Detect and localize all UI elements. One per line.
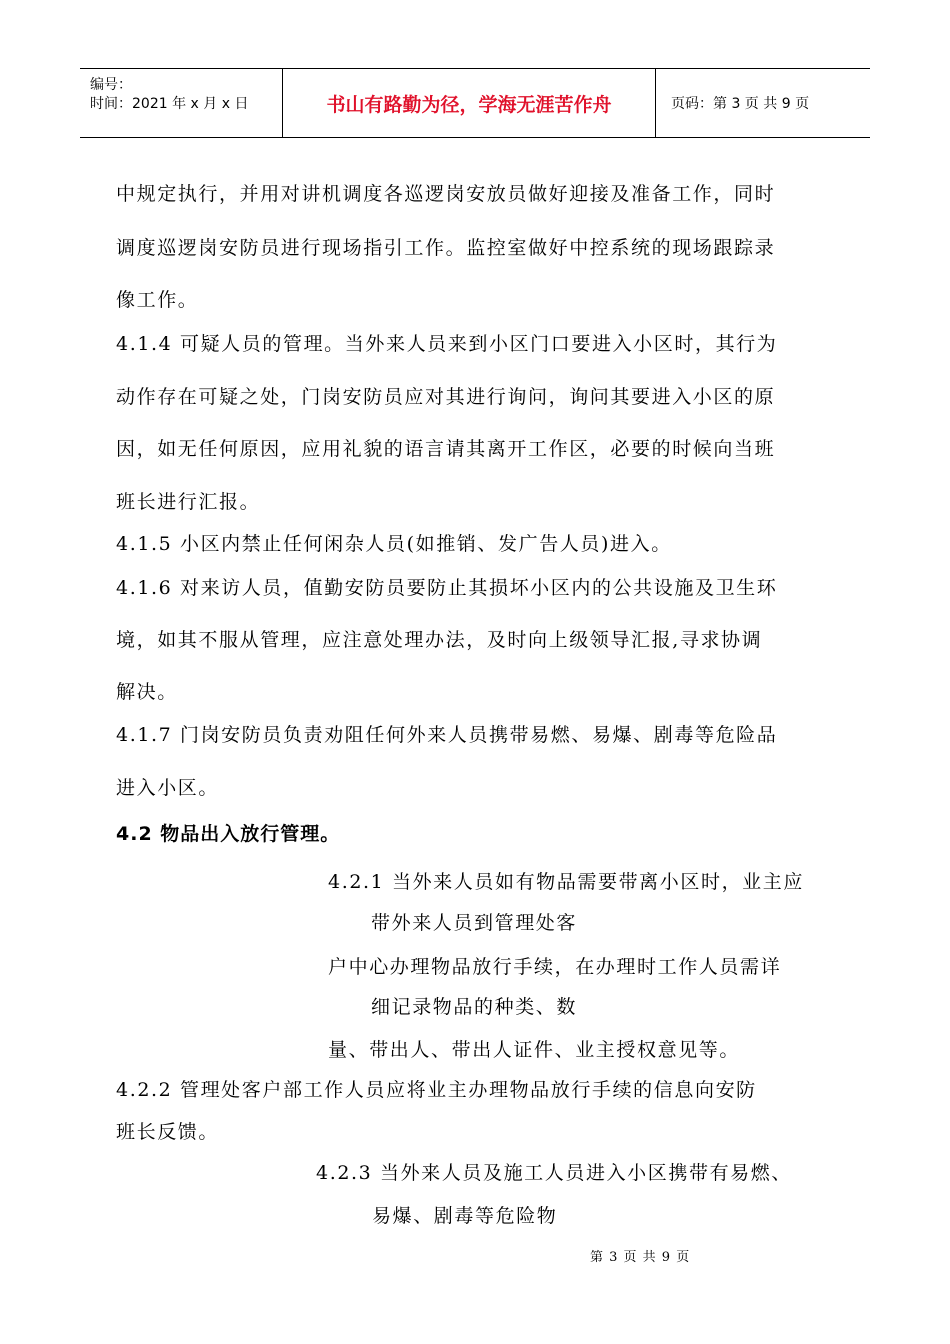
- body-line: 细记录物品的种类、数: [371, 996, 578, 1018]
- page-info-text: 页码：第 3 页 共 9 页: [671, 96, 810, 112]
- body-line: 易爆、剧毒等危险物: [372, 1205, 558, 1227]
- body-line: 4.2.1 当外来人员如有物品需要带离小区时，业主应: [328, 871, 804, 893]
- body-line: 动作存在可疑之处，门岗安防员应对其进行询问，询问其要进入小区的原: [116, 386, 776, 408]
- header-meta-cell: [80, 69, 283, 137]
- page-header: [80, 68, 870, 138]
- body-line: 4.2.3 当外来人员及施工人员进入小区携带有易燃、: [316, 1162, 792, 1184]
- body-line: 4.2.2 管理处客户部工作人员应将业主办理物品放行手续的信息向安防: [116, 1079, 757, 1101]
- body-line: 因，如无任何原因，应用礼貌的语言请其离开工作区，必要的时候向当班: [116, 438, 776, 460]
- body-line: 解决。: [116, 681, 178, 703]
- body-line: 4.1.5 小区内禁止任何闲杂人员(如推销、发广告人员)进入。: [116, 533, 672, 555]
- header-motto: 书山有路勤为径，学海无涯苦作舟: [283, 69, 656, 137]
- body-line: 量、带出人、带出人证件、业主授权意见等。: [328, 1039, 741, 1061]
- document-number-label: 编号：: [90, 77, 132, 93]
- body-line: 4.1.6 对来访人员，值勤安防员要防止其损坏小区内的公共设施及卫生环: [116, 577, 778, 599]
- body-line: 带外来人员到管理处客: [371, 912, 578, 934]
- body-line: 调度巡逻岗安防员进行现场指引工作。监控室做好中控系统的现场跟踪录: [116, 237, 776, 259]
- body-line: 班长反馈。: [116, 1121, 220, 1143]
- document-date-label: 时间：2021 年 x 月 x 日: [90, 96, 249, 112]
- body-line: 境，如其不服从管理，应注意处理办法，及时向上级领导汇报,寻求协调: [116, 629, 763, 651]
- body-line: 户中心办理物品放行手续，在办理时工作人员需详: [328, 956, 782, 978]
- body-line: 像工作。: [116, 289, 199, 311]
- section-heading: 4.2 物品出入放行管理。: [116, 823, 341, 845]
- body-line: 中规定执行，并用对讲机调度各巡逻岗安放员做好迎接及准备工作，同时: [116, 183, 776, 205]
- body-line: 4.1.7 门岗安防员负责劝阻任何外来人员携带易燃、易爆、剧毒等危险品: [116, 724, 778, 746]
- page-footer: 第 3 页 共 9 页: [590, 1250, 691, 1265]
- body-line: 4.1.4 可疑人员的管理。当外来人员来到小区门口要进入小区时，其行为: [116, 333, 778, 355]
- header-page-info: [665, 69, 870, 137]
- body-line: 班长进行汇报。: [116, 491, 261, 513]
- body-line: 进入小区。: [116, 777, 220, 799]
